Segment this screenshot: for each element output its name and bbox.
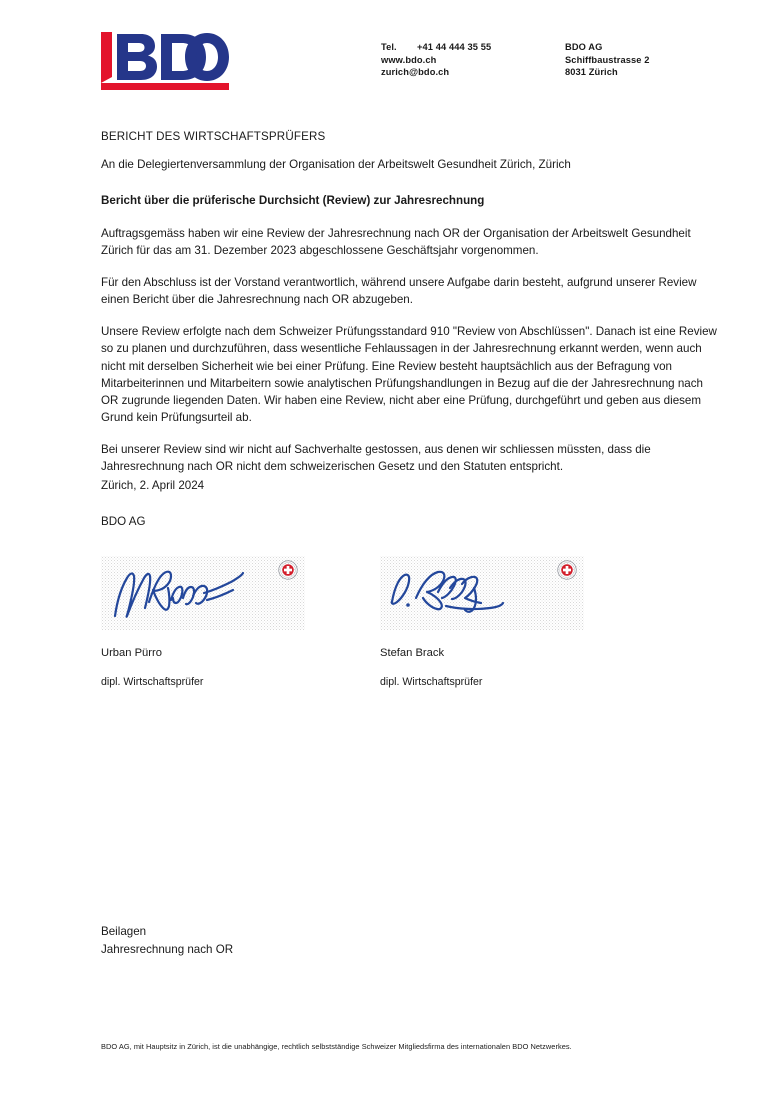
swiss-cross-seal-icon (278, 560, 298, 580)
telephone-number: +41 44 444 35 55 (417, 42, 492, 52)
website-link[interactable]: www.bdo.ch (381, 54, 437, 65)
body-paragraph: Unsere Review erfolgte nach dem Schweizer Prüfungsstandard 910 "Review von Abschlüssen". Danach ist eine Review so zu planen und durchzuführen, dass wesentliche Fehlaussagen in der Jahresrechnung erkannt werden, wenn auch nicht mit derselben Sicherheit wie bei einer Prüfung. Eine Review besteht hauptsächlich aus der Befragung von Mitarbeiterinnen und Mitarbeitern sowie analytischen Prüfungshandlungen in Bezug auf die der Jahresrechnung nach OR zugrunde liegenden Daten. Wir haben eine Review, nicht aber eine Prüfung, durchgeführt und geben aus diesem Grund kein Prüfungsurteil ab. (101, 325, 717, 424)
section-heading: Bericht über die prüferische Durchsicht (Review) zur Jahresrechnung (101, 194, 485, 207)
handwritten-signature (386, 558, 536, 624)
signature-image-area (380, 556, 584, 630)
telephone-row (381, 41, 491, 54)
signing-company-name: BDO AG (101, 515, 146, 528)
document-body (101, 128, 722, 475)
place-and-date: Zürich, 2. April 2024 (101, 479, 205, 492)
addressee-line: An die Delegiertenversammlung der Organisation der Arbeitswelt Gesundheit Zürich, Zürich (101, 158, 571, 171)
body-paragraph: Auftragsgemäss haben wir eine Review der Jahresrechnung nach OR der Organisation der Arbeitswelt Gesundheit Zürich für das am 31. Dezember 2023 abgeschlossene Geschäftsjahr vorgenommen. (101, 227, 691, 258)
page-title: BERICHT DES WIRTSCHAFTSPRÜFERS (101, 130, 326, 143)
signatory-role: dipl. Wirtschaftsprüfer (380, 676, 483, 688)
street-address: Schiffbaustrasse 2 (565, 54, 650, 65)
page-footer: BDO AG, mit Hauptsitz in Zürich, ist die unabhängige, rechtlich selbstständige Schweizer Mitgliedsfirma des internationalen BDO Netzwerkes. (101, 1042, 572, 1051)
swiss-cross-seal-icon (557, 560, 577, 580)
signature-block-stefan-brack (380, 556, 585, 690)
contact-address-right (565, 41, 649, 79)
signature-image-area (101, 556, 305, 630)
telephone-label: Tel. (381, 42, 397, 52)
city-postal-code: 8031 Zürich (565, 67, 618, 78)
signature-block-urban-puerro (101, 556, 306, 690)
email-link[interactable]: zurich@bdo.ch (381, 67, 450, 78)
contact-details-left (381, 41, 491, 79)
attachments-heading: Beilagen (101, 925, 147, 938)
attachment-item: Jahresrechnung nach OR (101, 942, 234, 956)
handwritten-signature (107, 558, 257, 624)
attachments-section (101, 923, 233, 958)
body-paragraph: Bei unserer Review sind wir nicht auf Sachverhalte gestossen, aus denen wir schliessen müssten, dass die Jahresrechnung nach OR nicht dem schweizerischen Gesetz und den Statuten entspricht. (101, 442, 651, 474)
letterhead (0, 30, 784, 110)
signatory-name: Urban Pürro (101, 647, 162, 659)
signatory-name: Stefan Brack (380, 647, 445, 659)
bdo-logo (101, 32, 229, 90)
company-legal-name: BDO AG (565, 42, 603, 52)
body-paragraph: Für den Abschluss ist der Vorstand verantwortlich, während unsere Aufgabe darin besteht, aufgrund unserer Review einen Bericht über die Jahresrechnung nach OR abzugeben. (101, 276, 697, 307)
signatory-role: dipl. Wirtschaftsprüfer (101, 676, 204, 688)
